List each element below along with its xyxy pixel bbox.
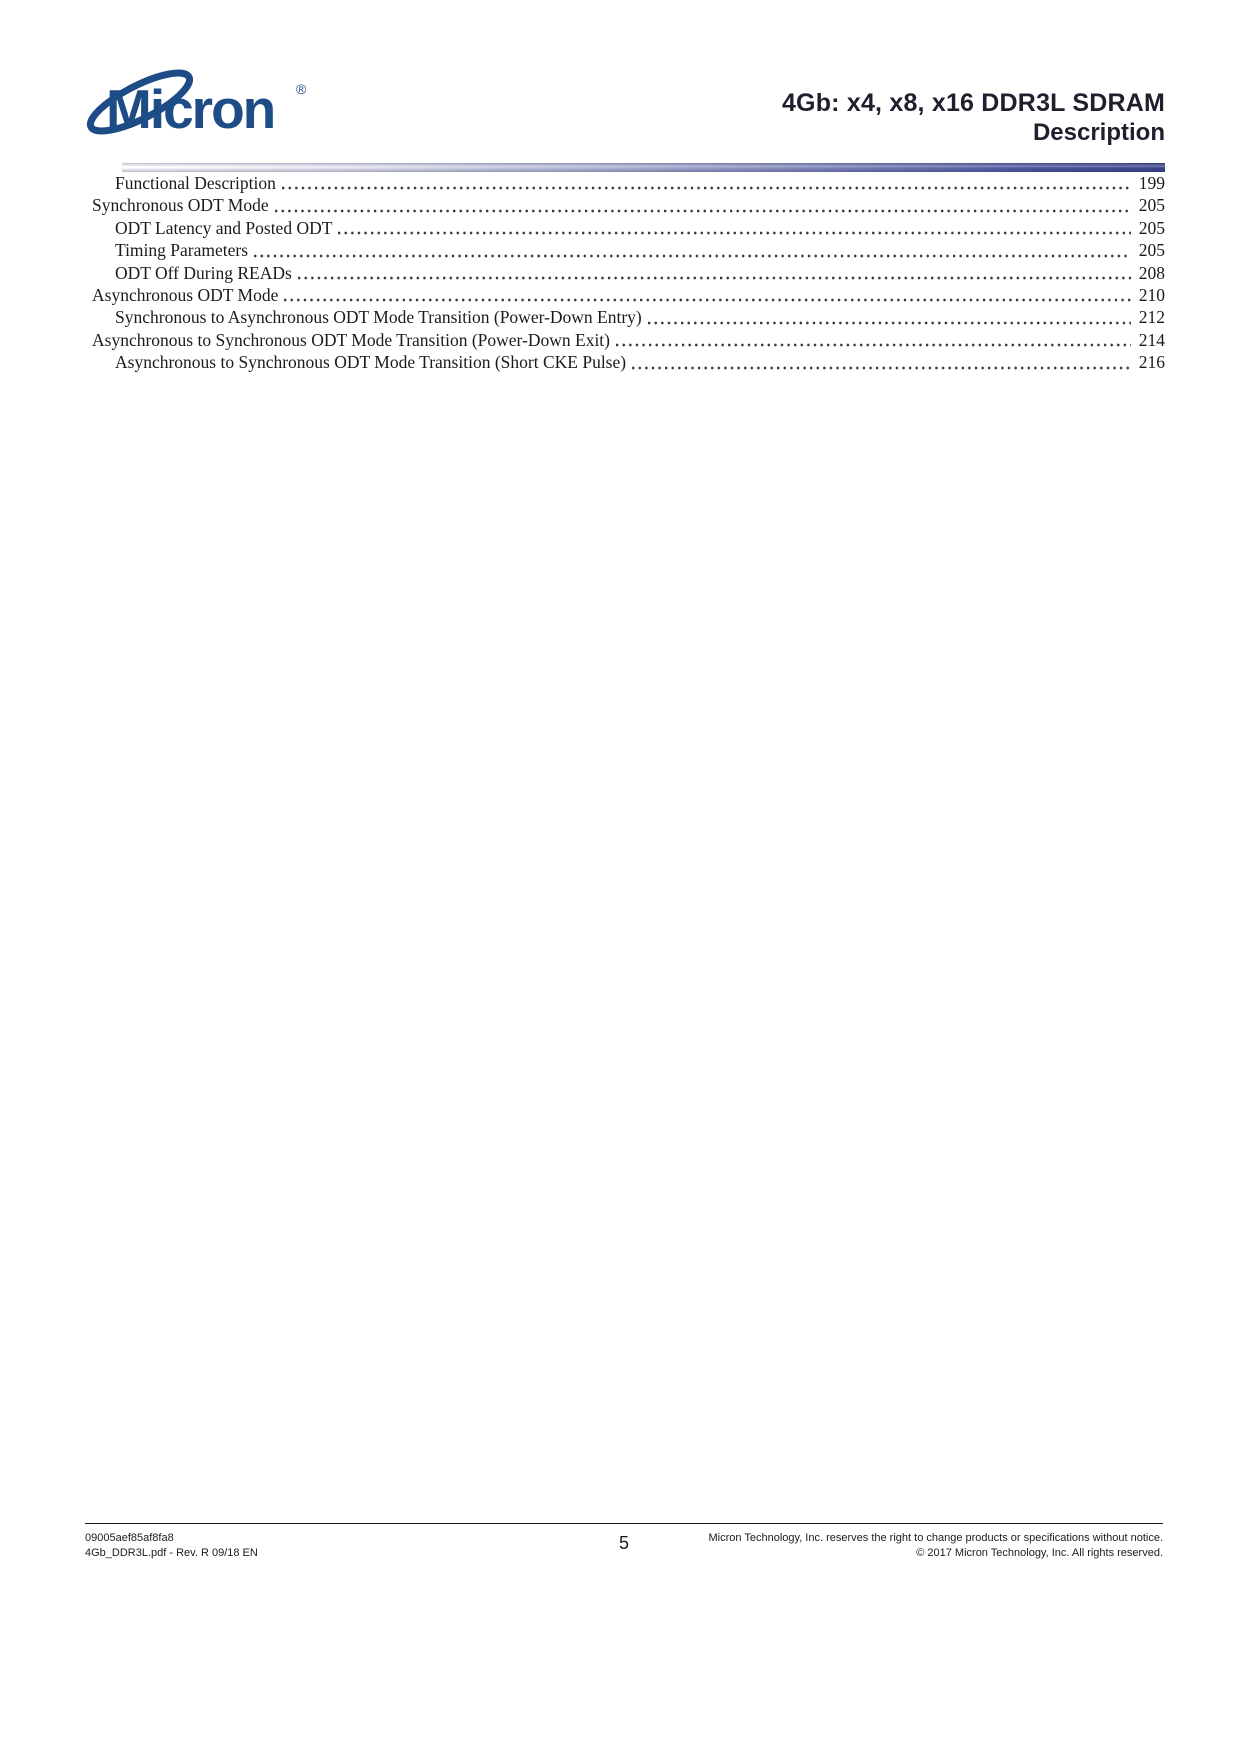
toc-entry-page: 212 — [1138, 307, 1165, 328]
footer-legal-notice — [709, 1531, 1164, 1560]
toc-dot-leader — [648, 321, 1131, 325]
toc-entry[interactable] — [92, 217, 1165, 239]
toc-entry-label: Timing Parameters — [115, 240, 249, 261]
toc-entry-label: Asynchronous to Synchronous ODT Mode Transition (Short CKE Pulse) — [115, 352, 627, 373]
toc-entry-page: 214 — [1138, 329, 1165, 350]
footer-divider — [85, 1523, 1163, 1524]
toc-entry[interactable] — [92, 351, 1165, 373]
toc-dot-leader — [282, 186, 1131, 190]
toc-entry[interactable] — [92, 172, 1165, 194]
micron-logo-wordmark: Micron — [106, 78, 275, 140]
toc-dot-leader — [616, 343, 1131, 347]
toc-dot-leader — [632, 366, 1131, 370]
toc-entry-page: 205 — [1138, 195, 1165, 216]
toc-entry-label: ODT Latency and Posted ODT — [115, 217, 333, 238]
toc-entry[interactable] — [92, 239, 1165, 261]
toc-entry-label: Functional Description — [115, 173, 276, 193]
registered-mark-icon: ® — [296, 81, 307, 97]
toc-list — [92, 172, 1165, 374]
footer-page-number: 5 — [618, 1533, 629, 1553]
toc-dot-leader — [298, 276, 1131, 280]
toc-entry-page: 199 — [1138, 173, 1165, 193]
toc-dot-leader — [275, 209, 1131, 213]
toc-entry[interactable] — [92, 194, 1165, 216]
toc-entry-label: Synchronous ODT Mode — [92, 195, 269, 216]
footer-doc-id: 09005aef85af8fa8 — [85, 1532, 174, 1544]
header-gradient-rule — [122, 163, 1165, 172]
toc-dot-leader — [284, 298, 1131, 302]
toc-entry-page: 208 — [1138, 262, 1165, 283]
toc-entry[interactable] — [92, 306, 1165, 328]
toc-dot-leader — [254, 254, 1131, 258]
toc-entry-label: ODT Off During READs — [115, 262, 292, 283]
toc-entry[interactable] — [92, 262, 1165, 284]
micron-logo-graphic — [82, 62, 322, 146]
footer-notice-line2: © 2017 Micron Technology, Inc. All rights reserved. — [916, 1546, 1163, 1559]
doc-title: 4Gb: x4, x8, x16 DDR3L SDRAM — [781, 89, 1165, 117]
toc-entry-label: Asynchronous to Synchronous ODT Mode Transition (Power-Down Exit) — [92, 329, 610, 350]
toc-entry-page: 205 — [1138, 217, 1165, 238]
toc-entry-label: Synchronous to Asynchronous ODT Mode Transition (Power-Down Entry) — [115, 307, 642, 328]
header-title-block — [782, 88, 1165, 148]
micron-logo — [82, 62, 322, 146]
footer-notice-line1: Micron Technology, Inc. reserves the right to change products or specifications without notice. — [708, 1532, 1163, 1544]
footer-doc-revision: 4Gb_DDR3L.pdf - Rev. R 09/18 EN — [85, 1546, 258, 1559]
toc-entry-page: 216 — [1138, 352, 1165, 373]
toc-entry-page: 205 — [1138, 240, 1165, 261]
toc-entry-page: 210 — [1138, 284, 1165, 305]
doc-section-subtitle: Description — [1032, 119, 1165, 146]
toc-entry-label: Asynchronous ODT Mode — [92, 284, 279, 305]
toc-entry[interactable] — [92, 329, 1165, 351]
toc-dot-leader — [338, 231, 1131, 235]
toc-entry[interactable] — [92, 284, 1165, 306]
